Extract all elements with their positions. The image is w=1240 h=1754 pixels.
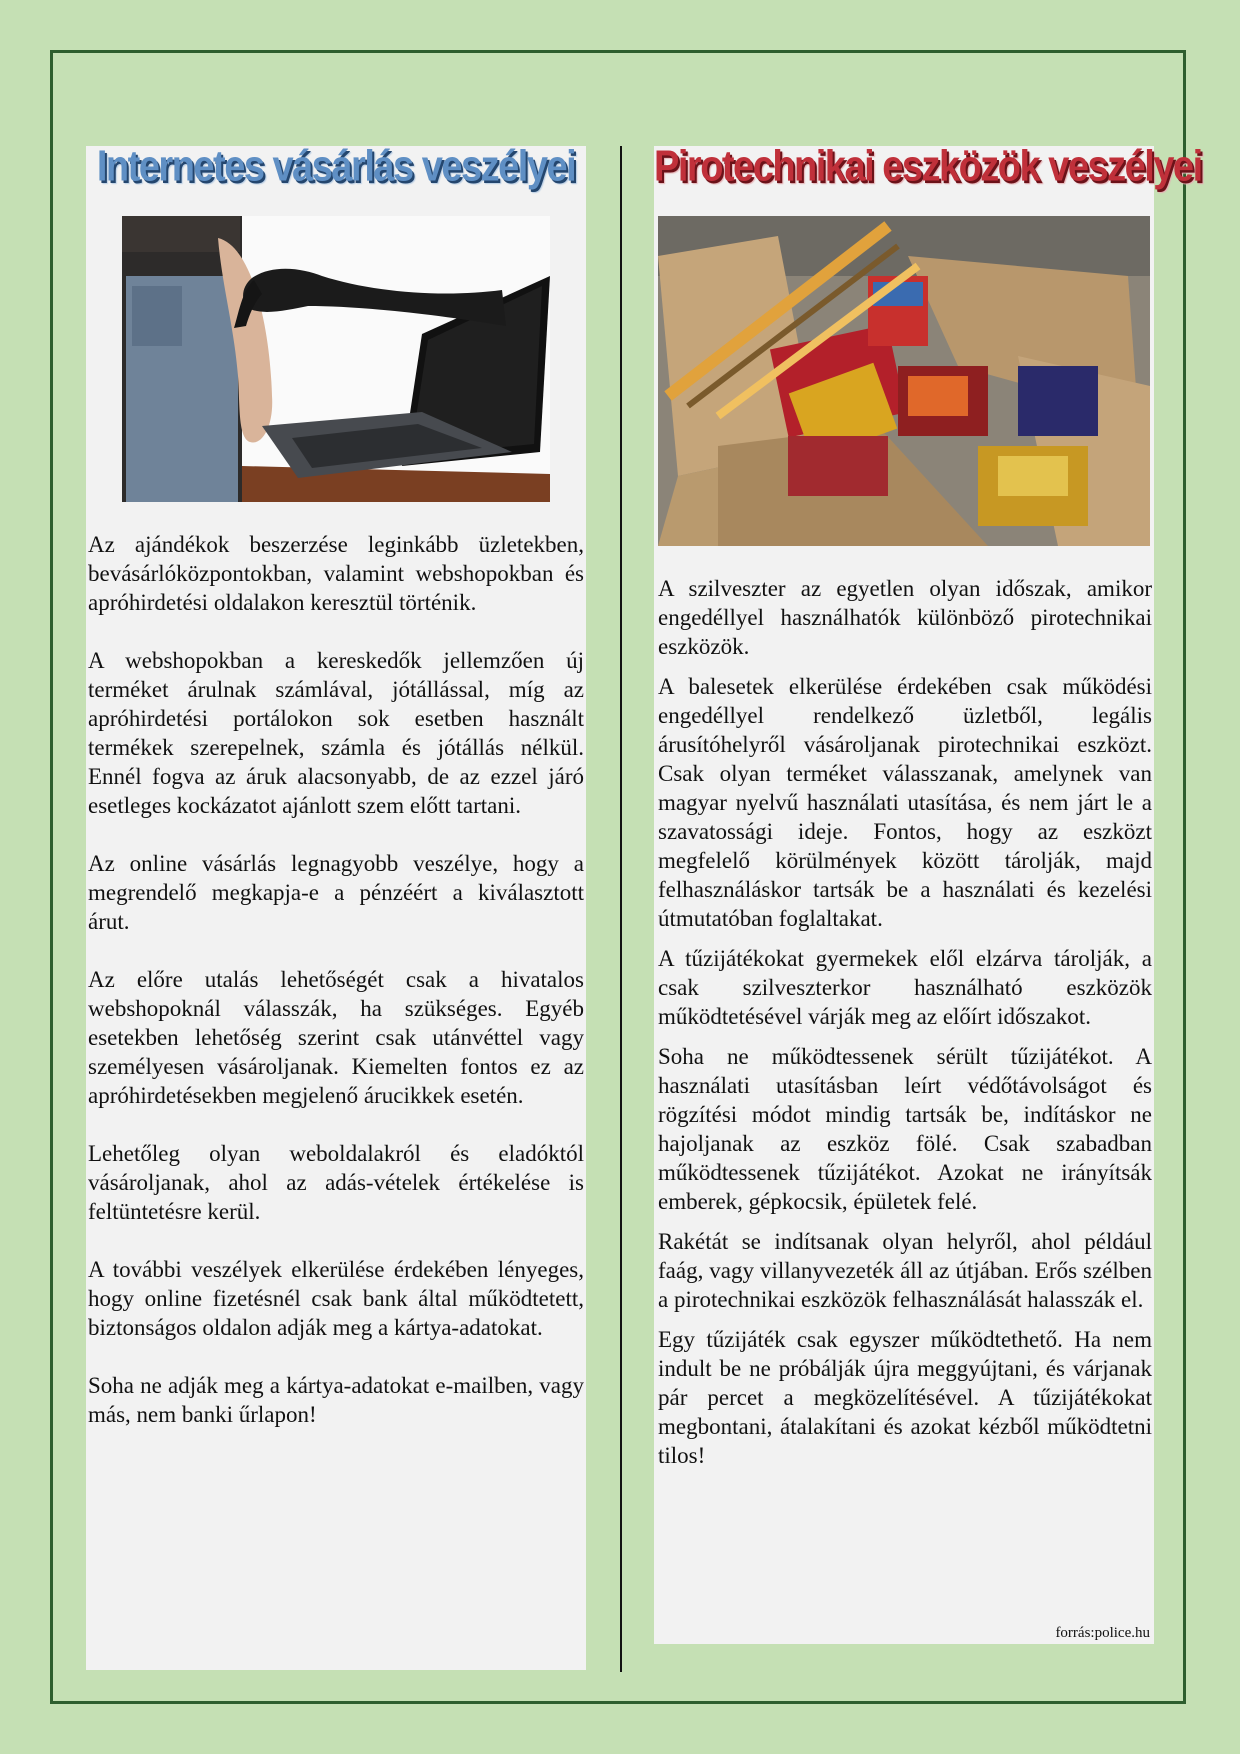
left-paragraph: Az előre utalás lehetőségét csak a hivatalos webshopoknál válasszák, ha szükséges. Egyéb esetekben lehetőség szerint csak utánvéttel vagy személyesen vásároljanak. Kiemelten fontos ez az apróhirdetésekben megjelenő árucikkek esetén. (88, 967, 584, 1108)
column-divider (620, 146, 622, 1672)
right-paragraph: Soha ne működtessenek sérült tűzijátékot. A használati utasításban leírt védőtávolságot és rögzítési módot mindig tartsák be, indításkor ne hajoljanak az eszköz fölé. Csak szabadban működtessenek tűzijátékot. Azokat ne irányítsák emberek, gépkocsik, épületek felé. (658, 1044, 1152, 1214)
right-paragraph: Egy tűzijáték csak egyszer működtethető. Ha nem indult be ne próbálják újra meggyújtani, és várjanak pár percet a megközelítésével. A tűzijátékokat megbontani, átalakítani és azokat kézből működtetni tilos! (658, 1327, 1152, 1468)
right-paragraph: A balesetek elkerülése érdekében csak működési engedéllyel rendelkező üzletből, legális árusítóhelyről vásároljanak pirotechnikai eszközt. Csak olyan terméket válasszanak, amelynek van magyar nyelvű használati utasítása, és nem járt le a szavatossági ideje. Fontos, hogy az eszközt megfelelő körülmények között tárolják, majd felhasználáskor tartsák be a használati és kezelési útmutatóban foglaltakat. (658, 674, 1152, 931)
left-title: Internetes vásárlás veszélyei (96, 142, 576, 192)
left-paragraph: Az online vásárlás legnagyobb veszélye, hogy a megrendelő megkapja-e a pénzéért a kiválasztott árut. (88, 851, 584, 934)
left-paragraph: Lehetőleg olyan weboldalakról és eladóktól vásároljanak, ahol az adás-vételek értékelése is feltüntetésre kerül. (88, 1141, 584, 1224)
right-paragraph: A tűzijátékokat gyermekek elől elzárva tárolják, a csak szilveszterkor használható eszközök működtetésével várják meg az előírt időszakot. (658, 946, 1152, 1029)
fireworks-box-illustration (658, 216, 1150, 546)
left-paragraph: A webshopokban a kereskedők jellemzően új terméket árulnak számlával, jótállással, míg az apróhirdetési portálokon sok esetben használt termékek szerepelnek, számla és jótállás nélkül. Ennél fogva az áruk alacsonyabb, de az ezzel járó esetleges kockázatot ajánlott szem előtt tartani. (88, 648, 584, 818)
online-shopping-image (122, 216, 550, 502)
right-column (654, 142, 1202, 1644)
fireworks-image (658, 216, 1150, 546)
right-title: Pirotechnikai eszközök veszélyei (654, 142, 1202, 192)
right-paragraph: Rakétát se indítsanak olyan helyről, ahol például faág, vagy villanyvezeték áll az útjában. Erős szélben a pirotechnikai eszközök felhasználását halasszák el. (658, 1229, 1152, 1312)
left-paragraph: A további veszélyek elkerülése érdekében lényeges, hogy online fizetésnél csak bank által működtetett, biztonságos oldalon adják meg a kártya-adatokat. (88, 1257, 584, 1340)
left-article-text (88, 530, 584, 1458)
right-article-text (658, 574, 1152, 1481)
left-paragraph: Soha ne adják meg a kártya-adatokat e-mailben, vagy más, nem banki űrlapon! (88, 1373, 584, 1427)
left-column (86, 142, 586, 1670)
left-paragraph: Az ajándékok beszerzése leginkább üzletekben, bevásárlóközpontokban, valamint webshopokban és apróhirdetési oldalakon keresztül történik. (88, 532, 584, 615)
laptop-thief-illustration (122, 216, 550, 502)
source-credit: forrás:police.hu (1055, 1625, 1150, 1641)
right-paragraph: A szilveszter az egyetlen olyan időszak, amikor engedéllyel használhatók különböző pirotechnikai eszközök. (658, 576, 1152, 659)
